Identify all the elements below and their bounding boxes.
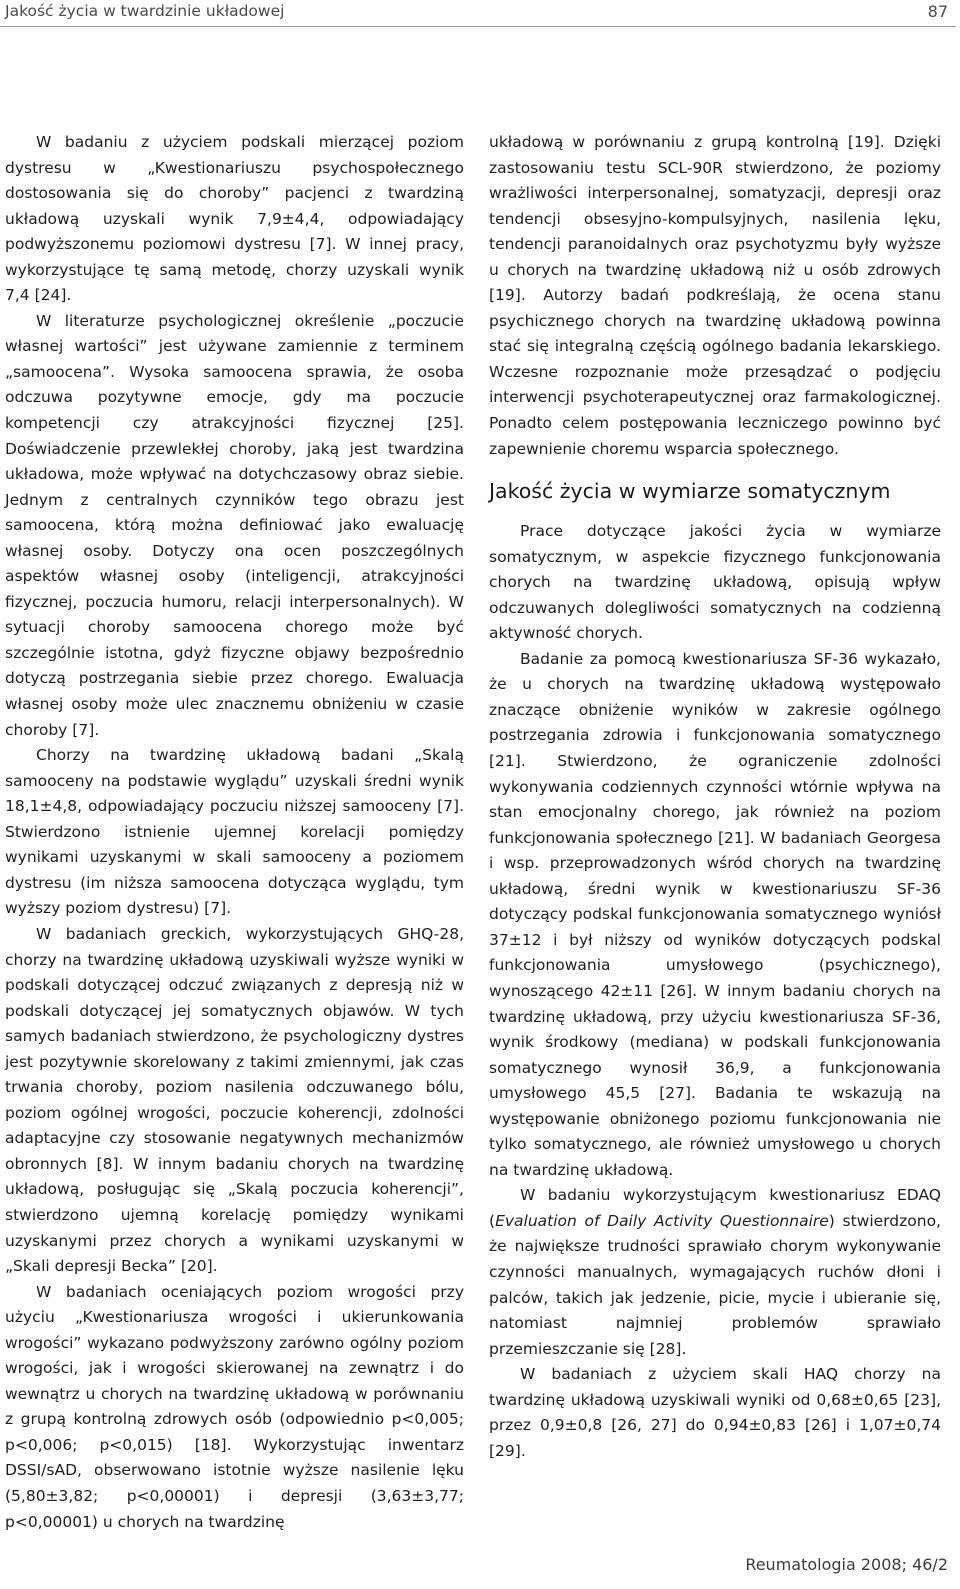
journal-footer: Reumatologia 2008; 46/2 <box>745 1555 948 1574</box>
paragraph-dystres: W badaniu z użyciem podskali mierzącej poziom dystresu w „Kwestionariuszu psychospołecznego dostosowania się do choroby” pacjenci z twardziną układową uzyskali wynik 7,9±4,4, odpowiadający podwyższonemu poziomowi dystresu [7]. W innej pracy, wykorzystujące tę samą metodę, chorzy uzyskali wynik 7,4 [24]. <box>5 133 464 305</box>
header-divider <box>0 26 956 27</box>
paragraph-ghq28: W badaniach greckich, wykorzystujących GHQ-28, chorzy na twardzinę układową uzyskiwali wyższe wyniki w podskali dotyczącej odczuć związanych z depresją niż w podskali dotyczącej jej somatycznych objawów. W tych samych badaniach stwierdzono, że psychologiczny dystres jest pozytywnie skorelowany z takimi zmiennymi, jak czas trwania choroby, poziom nasilenia odczuwanego bólu, poziom ogólnej wrogości, poczucie koherencji, zdolności adaptacyjne czy stosowanie negatywnych mechanizmów obronnych [8]. W innym badaniu chorych na twardzinę układową, posługując się „Skalą poczucia koherencji”, stwierdzono ujemną korelację pomiędzy wynikami uzyskanymi przez chorych a wynikami uzyskanymi w „Skali depresji Becka” [20]. <box>5 924 464 1276</box>
paragraph-edaq <box>489 1183 941 1362</box>
edaq-text-before: W badaniu wykorzystującym kwestionariusz EDAQ ( <box>489 1186 941 1230</box>
paragraph-continuation: układową w porównaniu z grupą kontrolną [19]. Dzięki zastosowaniu testu SCL-90R stwierdzono, że poziomy wrażliwości interpersonalnej, somatyzacji, depresji oraz tendencji obsesyjno-kompulsyjnych, nasilenia lęku, tendencji paranoidalnych oraz psychotyzmu były wyższe u chorych na twardzinę układową niż u osób zdrowych [19]. Autorzy badań podkreślają, że ocena stanu psychicznego chorych na twardzinę układową powinna stać się integralną częścią ogólnego badania lekarskiego. Wczesne rozpoznanie może przesądzać o podjęciu interwencji psychoterapeutycznej oraz farmakologicznej. Ponadto celem postępowania leczniczego powinno być zapewnienie choremu wsparcia społecznego. <box>489 133 941 458</box>
edaq-text-after: ) stwierdzono, że największe trudności sprawiało chorym wykonywanie czynności manualnych, wymagających ruchów dłoni i palców, takich jak jedzenie, picie, mycie i ubieranie się, natomiast najmniej problemów sprawiało przemieszczanie się [28]. <box>489 1211 941 1358</box>
paragraph-skala-wygladu: Chorzy na twardzinę układową badani „Skalą samooceny na podstawie wyglądu” uzyskali średni wynik 18,1±4,8, odpowiadający poczuciu niższej samooceny [7]. Stwierdzono istnienie ujemnej korelacji pomiędzy wynikami uzyskanymi w skali samooceny a poziomem dystresu (im niższa samoocena dotycząca wyglądu, tym wyższy poziom dystresu) [7]. <box>5 746 464 918</box>
edaq-italic-term: Evaluation of Daily Activity Questionnaire <box>495 1211 829 1230</box>
paragraph-haq: W badaniach z użyciem skali HAQ chorzy na twardzinę układową uzyskiwali wyniki od 0,68±0,65 [23], przez 0,9±0,8 [26, 27] do 0,94±0,83 [26] i 1,07±0,74 [29]. <box>489 1365 941 1460</box>
paragraph-sf36: Badanie za pomocą kwestionariusza SF-36 wykazało, że u chorych na twardzinę układową występowało znaczące obniżenie wyników w zakresie ogólnego postrzegania zdrowia i funkcjonowania somatycznego [21]. Stwierdzono, że ograniczenie zdolności wykonywania codziennych czynności wtórnie wpływa na stan emocjonalny chorego, jak również na poziom funkcjonowania społecznego [21]. W badaniach Georgesa i wsp. przeprowadzonych wśród chorych na twardzinę układową, średni wynik w kwestionariuszu SF-36 dotyczący podskal funkcjonowania somatycznego wyniósł 37±12 i był niższy od wyników dotyczących podskal funkcjonowania umysłowego (psychicznego), wynoszącego 42±11 [26]. W innym badaniu chorych na twardzinę układową, przy użyciu kwestionariusza SF-36, wynik środkowy (mediana) w podskali funkcjonowania somatycznego wynosił 36,9, a funkcjonowania umysłowego 45,5 [27]. Badania te wskazują na występowanie obniżonego poziomu funkcjonowania nie tylko somatycznego, ale również umysłowego u chorych na twardzinę układową. <box>489 649 941 1179</box>
section-heading: Jakość życia w wymiarze somatycznym <box>489 479 891 504</box>
paragraph-samoocena: W literaturze psychologicznej określenie „poczucie własnej wartości” jest używane zamiennie z terminem „samoocena”. Wysoka samoocena sprawia, że osoba odczuwa pozytywne emocje, gdy ma poczucie kompetencji czy atrakcyjności fizycznej [25]. Doświadczenie przewlekłej choroby, jaką jest twardzina układowa, może wpływać na dotychczasowy obraz siebie. Jednym z centralnych czynników tego obrazu jest samoocena, którą można definiować jako ewaluację własnej osoby. Dotyczy ona ocen poszczególnych aspektów własnej osoby (inteligencji, atrakcyjności fizycznej, poczucia humoru, relacji interpersonalnych). W sytuacji choroby samoocena chorego może być szczególnie istotna, gdyż fizyczne objawy bezpośrednio dotyczą postrzegania siebie przez chorego. Ewaluacja własnej osoby może ulec znacznemu obniżeniu w czasie choroby [7]. <box>5 311 464 739</box>
paragraph-prace: Prace dotyczące jakości życia w wymiarze somatycznym, w aspekcie fizycznego funkcjonowania chorych na twardzinę układową, opisują wpływ odczuwanych dolegliwości somatycznych na codzienną aktywność chorych. <box>489 522 941 643</box>
right-column <box>489 130 941 1464</box>
paragraph-wrogosc: W badaniach oceniających poziom wrogości przy użyciu „Kwestionariusza wrogości i ukierunkowania wrogości” wykazano podwyższony zarówno ogólny poziom wrogości, jak i wrogości skierowanej na zewnątrz i do wewnątrz u chorych na twardzinę układową w porównaniu z grupą kontrolną zdrowych osób (odpowiednio p<0,005; p<0,006; p<0,015) [18]. Wykorzystując inwentarz DSSI/sAD, obserwowano istotnie wyższe nasilenie lęku (5,80±3,82; p<0,00001) i depresji (3,63±3,77; p<0,00001) u chorych na twardzinę <box>5 1282 464 1531</box>
left-column <box>5 130 464 1535</box>
page-number: 87 <box>927 2 948 21</box>
running-title: Jakość życia w twardzinie układowej <box>5 2 285 20</box>
